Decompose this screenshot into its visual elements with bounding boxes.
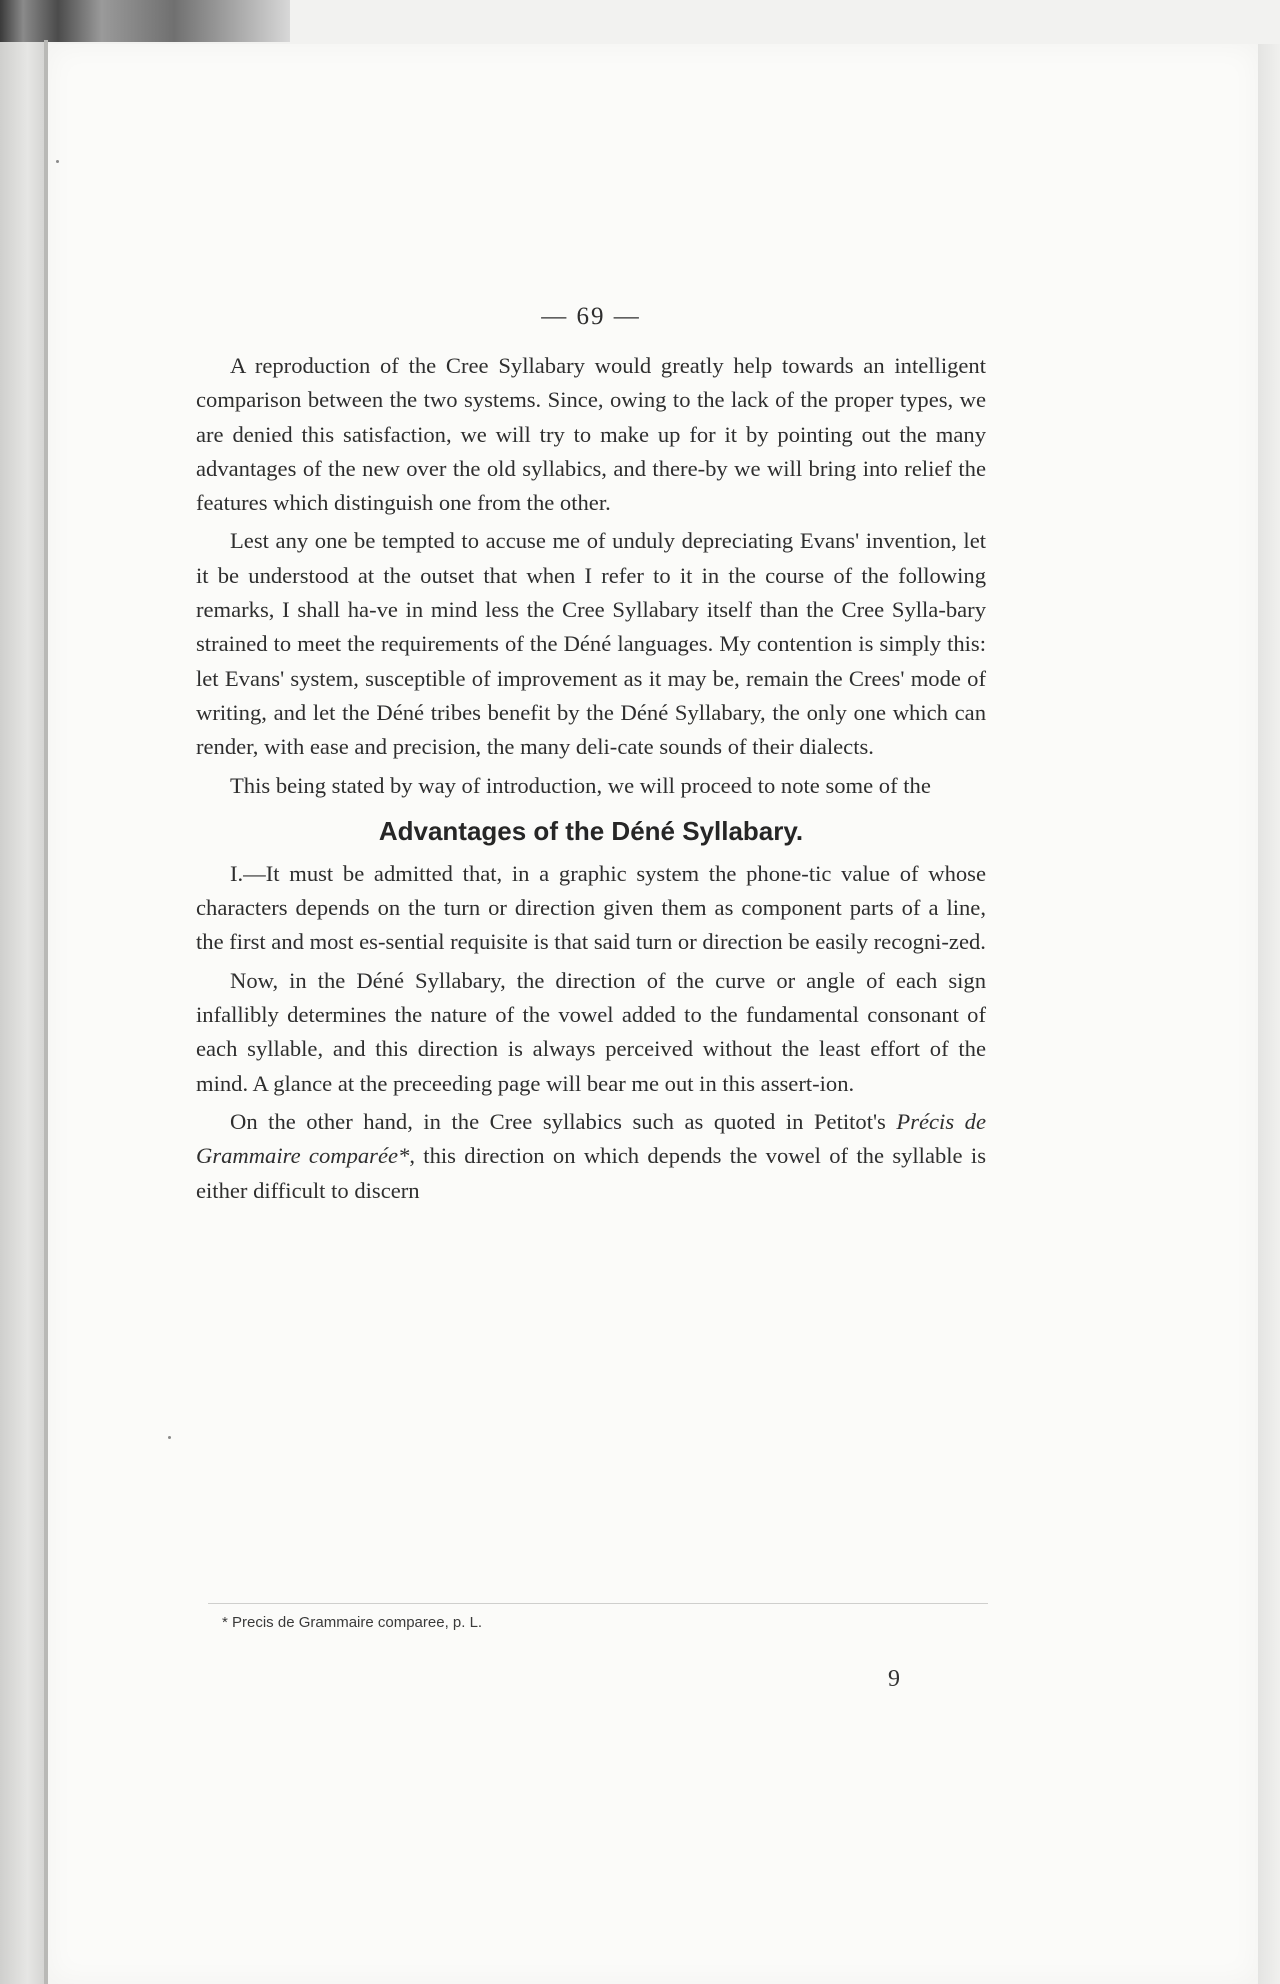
book-title-italic: Précis de Grammaire comparée*: [196, 1108, 986, 1169]
section-heading: Advantages of the Déné Syllabary.: [378, 815, 804, 846]
binding-left-margin: [0, 0, 46, 1984]
speck: [168, 1436, 171, 1439]
footnote-rule: [208, 1603, 988, 1604]
speck: [56, 160, 59, 163]
page-number: — 69 —: [541, 303, 641, 330]
binding-top-shadow: [0, 0, 290, 42]
paragraph-4: I.—It must be admitted that, in a graphic system the phone-tic value of whose characters depends on the turn or direction given them as component parts of a line, the first and most es-sential requisite is that said turn or direction be easily recogni-zed.: [196, 860, 986, 955]
page-text: [196, 285, 986, 1212]
paragraph-6: [196, 1105, 986, 1208]
paragraph-2: Lest any one be tempted to accuse me of unduly depreciating Evans' invention, let it be understood at the outset that when I refer to it in the course of the following remarks, I shall ha-ve in mind less the Cree Syllabary itself than the Cree Sylla-bary strained to meet the requirements of the Déné languages. My contention is simply this: let Evans' system, susceptible of improvement as it may be, remain the Crees' mode of writing, and let the Déné tribes benefit by the Déné Syllabary, the only one which can render, with ease and precision, the many deli-cate sounds of their dialects.: [196, 528, 986, 760]
paragraph-3: This being stated by way of introduction, we will proceed to note some of the: [230, 772, 931, 798]
paragraph-1: A reproduction of the Cree Syllabary would greatly help towards an intelligent comparison between the two systems. Since, owing to the lack of the proper types, we are denied this satisfaction, we will try to make up for it by pointing out the many advantages of the new over the old syllabics, and there-by we will bring into relief the features which distinguish one from the other.: [196, 353, 986, 516]
footnote: * Precis de Grammaire comparee, p. L.: [222, 1614, 483, 1631]
signature-mark: 9: [888, 1666, 900, 1692]
page-right-edge: [1258, 44, 1280, 1984]
paragraph-6-end: , this direction on which depends the vowel of the syllable is either difficult to discern: [196, 1143, 986, 1203]
paragraph-6-start: On the other hand, in the Cree syllabics such as quoted in Petitot's: [230, 1108, 897, 1134]
paragraph-5: Now, in the Déné Syllabary, the direction of the curve or angle of each sign infallibly determines the nature of the vowel added to the fundamental consonant of each syllable, and this direction is always perceived without the least effort of the mind. A glance at the preceeding page will bear me out in this assert-ion.: [196, 967, 986, 1096]
